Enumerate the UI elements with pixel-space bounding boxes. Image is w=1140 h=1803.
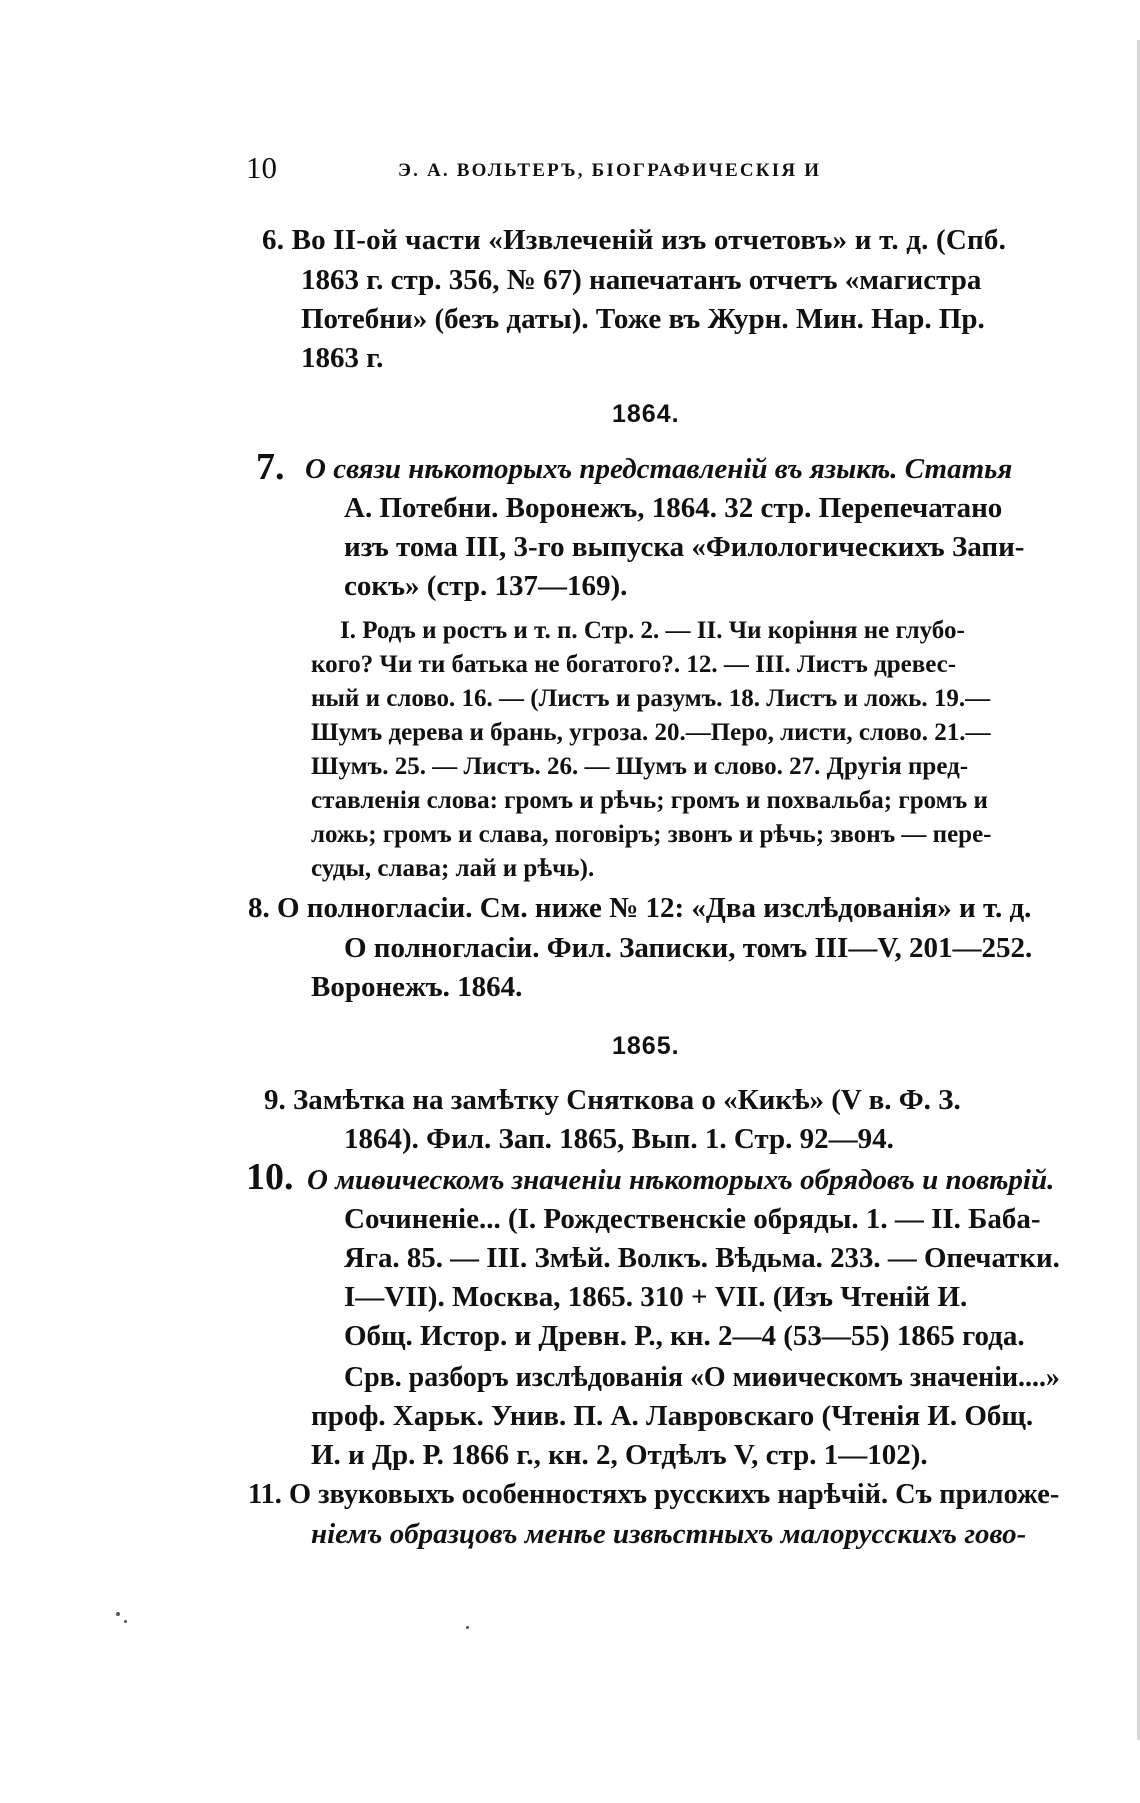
entry-9-line-1: 9. Замѣтка на замѣтку Сняткова о «Кикѣ» (V в. Ф. З. xyxy=(264,1084,961,1116)
entry-6-line-2: 1863 г. стр. 356, № 67) напечатанъ отчетъ «магистра xyxy=(301,264,982,296)
entry-7-contents-4: Шумъ дерева и брань, угроза. 20.—Перо, листи, слово. 21.— xyxy=(311,719,991,746)
running-head: Э. А. ВОЛЬТЕРЪ, БIОГРАФИЧЕСКIЯ И xyxy=(398,160,822,181)
entry-9-line-2: 1864). Фил. Зап. 1865, Вып. 1. Стр. 92—94. xyxy=(344,1123,894,1155)
handwritten-mark-7: 7. xyxy=(256,446,285,488)
entry-8-line-3: Воронежъ. 1864. xyxy=(311,971,523,1003)
entry-10-line-7: проф. Харьк. Унив. П. А. Лавровскаго (Чтенiя И. Общ. xyxy=(311,1400,1034,1432)
entry-10-line-3: Яга. 85. — III. Змѣй. Волкъ. Вѣдьма. 233. — Опечатки. xyxy=(344,1242,1060,1274)
entry-10-line-2: Сочиненiе... (I. Рождественскiе обряды. 1. — II. Баба- xyxy=(344,1203,1041,1235)
entry-10-line-4: I—VII). Москва, 1865. 310 + VII. (Изъ Чтенiй И. xyxy=(344,1281,968,1313)
entry-7-line-3: изъ тома III, 3-го выпуска «Филологическихъ Запи- xyxy=(344,531,1025,563)
entry-7-contents-7: ложь; громъ и слава, поговiръ; звонъ и рѣчь; звонъ — пере- xyxy=(311,821,992,848)
scan-speck xyxy=(466,1626,469,1629)
entry-11-line-2: нiемъ образцовъ менѣе извѣстныхъ малорусскихъ гово- xyxy=(311,1518,1027,1550)
entry-7-contents-6: ставленiя слова: громъ и рѣчь; громъ и похвальба; громъ и xyxy=(311,787,988,814)
entry-7-contents-2: кого? Чи ти батька не богатого?. 12. — III. Листъ древес- xyxy=(311,651,957,678)
entry-7-contents-5: Шумъ. 25. — Листъ. 26. — Шумъ и слово. 27. Другiя пред- xyxy=(311,753,969,780)
entry-7-contents-1: I. Родъ и ростъ и т. п. Стр. 2. — II. Чи корiння не глубо- xyxy=(340,617,965,644)
entry-10-line-6: Срв. разборъ изслѣдованiя «О миѳическомъ значенiи....» xyxy=(344,1361,1060,1393)
entry-7-line-2: А. Потебни. Воронежъ, 1864. 32 стр. Перепечатано xyxy=(344,492,1003,524)
entry-8-line-1: 8. О полногласiи. См. ниже № 12: «Два изслѣдованiя» и т. д. xyxy=(248,892,1032,924)
handwritten-mark-10: 10. xyxy=(246,1156,294,1198)
page-header xyxy=(246,150,866,190)
entry-10-title: О миѳическомъ значенiи нѣкоторыхъ обрядовъ и повѣрiй. xyxy=(307,1164,1055,1196)
scan-speck xyxy=(116,1612,120,1616)
entry-7-title: О связи нѣкоторыхъ представленiй въ языкѣ. Статья xyxy=(305,453,1013,485)
entry-10-line-5: Общ. Истор. и Древн. Р., кн. 2—4 (53—55) 1865 года. xyxy=(344,1320,1025,1352)
entry-10-line-8: И. и Др. Р. 1866 г., кн. 2, Отдѣлъ V, стр. 1—102). xyxy=(311,1439,928,1471)
entry-6-line-3: Потебни» (безъ даты). Тоже въ Журн. Мин. Нар. Пр. xyxy=(301,303,985,335)
entry-7-contents-8: суды, слава; лай и рѣчь). xyxy=(311,855,595,882)
year-heading-1865: 1865. xyxy=(612,1032,680,1060)
scan-speck xyxy=(124,1620,127,1623)
entry-6-line-1: 6. Во II-ой части «Извлеченiй изъ отчетовъ» и т. д. (Спб. xyxy=(262,224,1007,256)
entry-11-line-1: 11. О звуковыхъ особенностяхъ русскихъ нарѣчiй. Съ приложе- xyxy=(248,1478,1060,1510)
entry-7-line-4: сокъ» (стр. 137—169). xyxy=(344,570,628,602)
entry-8-line-2: О полногласiи. Фил. Записки, томъ III—V, 201—252. xyxy=(344,932,1033,964)
year-heading-1864: 1864. xyxy=(612,400,680,428)
page-number: 10 xyxy=(246,150,277,185)
entry-6-line-4: 1863 г. xyxy=(301,342,384,374)
entry-7-contents-3: ный и слово. 16. — (Листъ и разумъ. 18. Листъ и ложь. 19.— xyxy=(311,685,991,712)
